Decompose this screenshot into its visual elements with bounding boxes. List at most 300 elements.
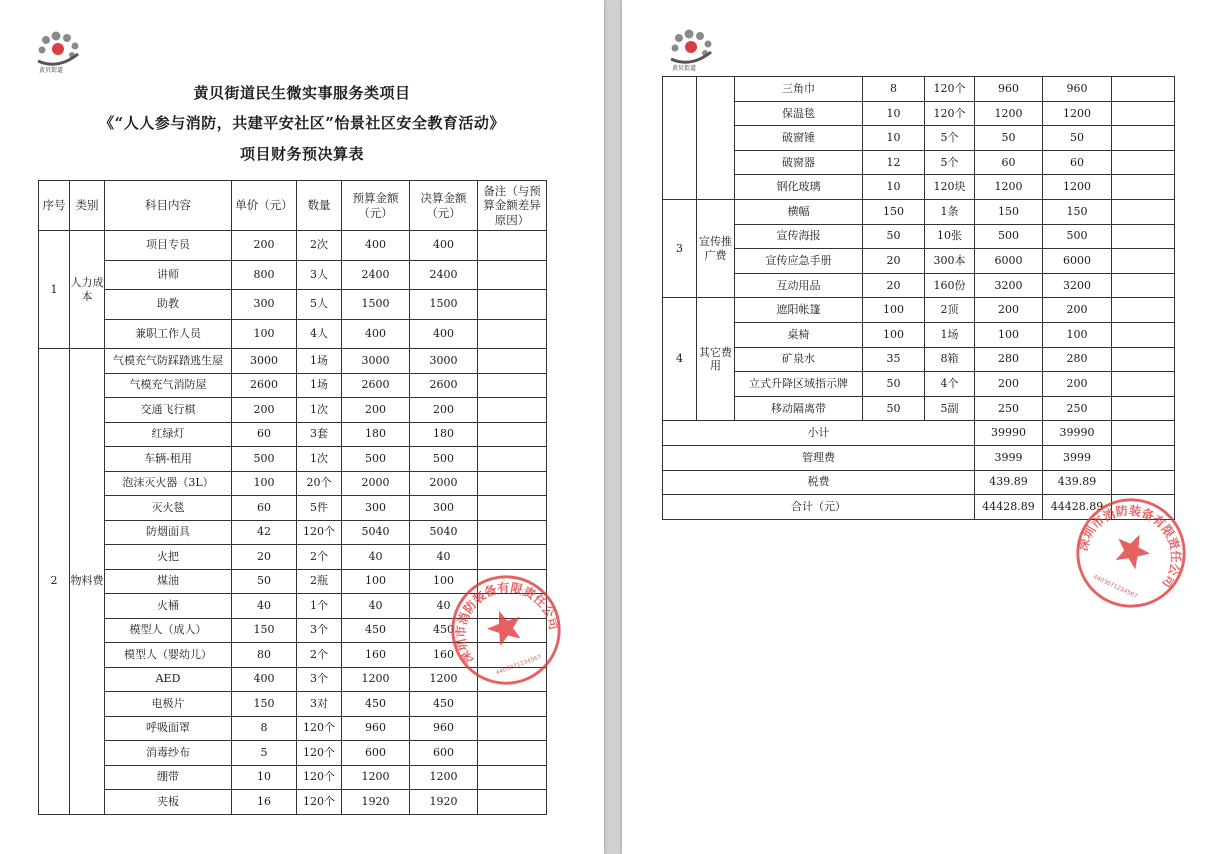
item-name-cell: 移动隔离带 — [735, 396, 863, 421]
logo-icon — [34, 30, 82, 74]
remark-cell — [478, 545, 547, 570]
unit-price-cell: 10 — [863, 175, 925, 200]
item-name-cell: 破窗器 — [735, 150, 863, 175]
quantity-cell: 120个 — [297, 765, 342, 790]
quantity-cell: 2个 — [297, 643, 342, 668]
final-amount-cell: 960 — [1043, 77, 1112, 102]
table-row — [663, 77, 1175, 102]
remark-cell — [478, 496, 547, 521]
budget-amount-cell: 280 — [975, 347, 1043, 372]
item-name-cell: 气模充气消防屋 — [105, 373, 232, 398]
final-amount-cell: 40 — [410, 545, 478, 570]
remark-cell — [1112, 347, 1175, 372]
budget-amount-cell: 2600 — [342, 373, 410, 398]
unit-price-cell: 50 — [863, 224, 925, 249]
item-name-cell: 保温毯 — [735, 101, 863, 126]
budget-amount-cell: 500 — [975, 224, 1043, 249]
remark-cell — [478, 692, 547, 717]
budget-amount-cell: 150 — [975, 199, 1043, 224]
section-category-cell: 宣传推广费 — [697, 199, 735, 297]
company-seal — [448, 572, 564, 688]
unit-price-cell: 20 — [232, 545, 297, 570]
final-amount-cell: 1200 — [1043, 101, 1112, 126]
remark-cell — [1112, 77, 1175, 102]
budget-table — [38, 180, 547, 815]
unit-price-cell: 10 — [863, 126, 925, 151]
budget-amount-cell: 50 — [975, 126, 1043, 151]
unit-price-cell: 12 — [863, 150, 925, 175]
item-name-cell: 项目专员 — [105, 231, 232, 261]
svg-text:4403071234567: 4403071234567 — [1092, 574, 1139, 600]
final-amount-cell: 300 — [410, 496, 478, 521]
unit-price-cell: 42 — [232, 520, 297, 545]
header-unit-price: 单价（元） — [232, 181, 297, 231]
item-name-cell: 钢化玻璃 — [735, 175, 863, 200]
quantity-cell: 3人 — [297, 260, 342, 290]
unit-price-cell: 150 — [232, 618, 297, 643]
quantity-cell: 5件 — [297, 496, 342, 521]
quantity-cell: 2个 — [297, 545, 342, 570]
quantity-cell: 5个 — [925, 150, 975, 175]
budget-amount-cell: 40 — [342, 545, 410, 570]
table-row — [663, 199, 1175, 224]
section-category-cell: 人力成本 — [70, 231, 105, 349]
unit-price-cell: 35 — [863, 347, 925, 372]
item-name-cell: 电极片 — [105, 692, 232, 717]
item-name-cell: 消毒纱布 — [105, 741, 232, 766]
table-row — [39, 231, 547, 261]
budget-amount-cell: 6000 — [975, 249, 1043, 274]
quantity-cell: 5人 — [297, 290, 342, 320]
remark-cell — [478, 471, 547, 496]
header-quantity: 数量 — [297, 181, 342, 231]
final-amount-cell: 2600 — [410, 373, 478, 398]
total-budget-cell: 3999 — [975, 445, 1043, 470]
quantity-cell: 20个 — [297, 471, 342, 496]
item-name-cell: 互动用品 — [735, 273, 863, 298]
budget-amount-cell: 100 — [342, 569, 410, 594]
remark-cell — [478, 319, 547, 349]
section-category-cell: 物料费 — [70, 349, 105, 815]
quantity-cell: 120个 — [297, 716, 342, 741]
final-amount-cell: 400 — [410, 231, 478, 261]
budget-amount-cell: 160 — [342, 643, 410, 668]
budget-amount-cell: 250 — [975, 396, 1043, 421]
item-name-cell: AED — [105, 667, 232, 692]
table-row — [39, 398, 547, 423]
remark-cell — [478, 520, 547, 545]
final-amount-cell: 200 — [1043, 372, 1112, 397]
table-row — [39, 373, 547, 398]
logo-text: 黄贝街道 — [672, 65, 697, 72]
table-row — [663, 150, 1175, 175]
header-final: 决算金额（元） — [410, 181, 478, 231]
quantity-cell: 1条 — [925, 199, 975, 224]
remark-cell — [478, 741, 547, 766]
logo-icon — [667, 28, 715, 72]
budget-amount-cell: 1200 — [342, 667, 410, 692]
item-name-cell: 泡沫灭火器（3L） — [105, 471, 232, 496]
company-seal — [1073, 495, 1189, 611]
item-name-cell: 灭火毯 — [105, 496, 232, 521]
final-amount-cell: 160 — [410, 643, 478, 668]
remark-cell — [1112, 421, 1175, 446]
final-amount-cell: 250 — [1043, 396, 1112, 421]
budget-amount-cell: 2400 — [342, 260, 410, 290]
final-amount-cell: 280 — [1043, 347, 1112, 372]
final-amount-cell: 100 — [1043, 322, 1112, 347]
header-category: 类别 — [70, 181, 105, 231]
final-amount-cell: 1200 — [410, 765, 478, 790]
quantity-cell: 120个 — [925, 77, 975, 102]
remark-cell — [1112, 224, 1175, 249]
total-row — [663, 470, 1175, 495]
remark-cell — [1112, 101, 1175, 126]
item-name-cell: 交通飞行棋 — [105, 398, 232, 423]
item-name-cell: 宣传海报 — [735, 224, 863, 249]
remark-cell — [1112, 470, 1175, 495]
svg-text:深圳市消防装备有限责任公司: 深圳市消防装备有限责任公司 — [1075, 503, 1183, 591]
table-row — [39, 260, 547, 290]
final-amount-cell: 200 — [410, 398, 478, 423]
remark-cell — [478, 765, 547, 790]
total-label-cell: 合计（元） — [663, 495, 975, 520]
budget-amount-cell: 1200 — [975, 101, 1043, 126]
quantity-cell: 5个 — [925, 126, 975, 151]
unit-price-cell: 2600 — [232, 373, 297, 398]
unit-price-cell: 5 — [232, 741, 297, 766]
unit-price-cell: 100 — [863, 298, 925, 323]
final-amount-cell: 1200 — [1043, 175, 1112, 200]
unit-price-cell: 40 — [232, 594, 297, 619]
remark-cell — [1112, 150, 1175, 175]
table-row — [39, 319, 547, 349]
budget-amount-cell: 200 — [975, 298, 1043, 323]
unit-price-cell: 200 — [232, 398, 297, 423]
final-amount-cell: 50 — [1043, 126, 1112, 151]
item-name-cell: 遮阳帐篷 — [735, 298, 863, 323]
quantity-cell: 120块 — [925, 175, 975, 200]
title-line-2: 《“人人参与消防，共建平安社区”怡景社区安全教育活动》 — [99, 114, 505, 132]
table-row — [663, 298, 1175, 323]
budget-amount-cell: 1200 — [975, 175, 1043, 200]
table-row — [39, 471, 547, 496]
quantity-cell: 160份 — [925, 273, 975, 298]
section-seq-cell — [663, 77, 697, 200]
quantity-cell: 3个 — [297, 667, 342, 692]
item-name-cell: 红绿灯 — [105, 422, 232, 447]
final-amount-cell: 6000 — [1043, 249, 1112, 274]
final-amount-cell: 1200 — [410, 667, 478, 692]
remark-cell — [1112, 175, 1175, 200]
table-row — [39, 545, 547, 570]
svg-text:4403071234567: 4403071234567 — [495, 654, 543, 677]
quantity-cell: 3对 — [297, 692, 342, 717]
unit-price-cell: 400 — [232, 667, 297, 692]
item-name-cell: 横幅 — [735, 199, 863, 224]
final-amount-cell: 40 — [410, 594, 478, 619]
budget-amount-cell: 960 — [975, 77, 1043, 102]
budget-amount-cell: 300 — [342, 496, 410, 521]
remark-cell — [478, 231, 547, 261]
unit-price-cell: 80 — [232, 643, 297, 668]
total-row — [663, 421, 1175, 446]
total-final-cell: 3999 — [1043, 445, 1112, 470]
item-name-cell: 破窗锤 — [735, 126, 863, 151]
table-row — [39, 765, 547, 790]
total-final-cell: 39990 — [1043, 421, 1112, 446]
unit-price-cell: 16 — [232, 790, 297, 815]
quantity-cell: 4个 — [925, 372, 975, 397]
item-name-cell: 车辆-租用 — [105, 447, 232, 472]
header-seq: 序号 — [39, 181, 70, 231]
unit-price-cell: 50 — [863, 396, 925, 421]
section-seq-cell: 3 — [663, 199, 697, 297]
budget-amount-cell: 1500 — [342, 290, 410, 320]
final-amount-cell: 1920 — [410, 790, 478, 815]
quantity-cell: 8箱 — [925, 347, 975, 372]
table-row — [39, 520, 547, 545]
quantity-cell: 2瓶 — [297, 569, 342, 594]
unit-price-cell: 8 — [863, 77, 925, 102]
budget-amount-cell: 40 — [342, 594, 410, 619]
final-amount-cell: 1500 — [410, 290, 478, 320]
budget-amount-cell: 200 — [975, 372, 1043, 397]
remark-cell — [478, 447, 547, 472]
budget-amount-cell: 200 — [342, 398, 410, 423]
final-amount-cell: 200 — [1043, 298, 1112, 323]
final-amount-cell: 100 — [410, 569, 478, 594]
table-row — [663, 249, 1175, 274]
budget-amount-cell: 3000 — [342, 349, 410, 374]
table-header-row — [39, 181, 547, 231]
quantity-cell: 5副 — [925, 396, 975, 421]
item-name-cell: 火桶 — [105, 594, 232, 619]
budget-amount-cell: 400 — [342, 231, 410, 261]
item-name-cell: 立式升降区域指示牌 — [735, 372, 863, 397]
unit-price-cell: 200 — [232, 231, 297, 261]
table-row — [663, 101, 1175, 126]
table-row — [663, 322, 1175, 347]
budget-amount-cell: 500 — [342, 447, 410, 472]
table-row — [39, 290, 547, 320]
section-seq-cell: 2 — [39, 349, 70, 815]
item-name-cell: 讲师 — [105, 260, 232, 290]
quantity-cell: 1次 — [297, 447, 342, 472]
quantity-cell: 1场 — [297, 349, 342, 374]
table-row — [39, 422, 547, 447]
quantity-cell: 120个 — [297, 790, 342, 815]
item-name-cell: 防烟面具 — [105, 520, 232, 545]
total-budget-cell: 439.89 — [975, 470, 1043, 495]
quantity-cell: 3个 — [297, 618, 342, 643]
section-seq-cell: 4 — [663, 298, 697, 421]
item-name-cell: 助教 — [105, 290, 232, 320]
quantity-cell: 10张 — [925, 224, 975, 249]
quantity-cell: 300本 — [925, 249, 975, 274]
unit-price-cell: 50 — [232, 569, 297, 594]
unit-price-cell: 10 — [232, 765, 297, 790]
item-name-cell: 桌椅 — [735, 322, 863, 347]
final-amount-cell: 150 — [1043, 199, 1112, 224]
quantity-cell: 1场 — [925, 322, 975, 347]
budget-amount-cell: 960 — [342, 716, 410, 741]
unit-price-cell: 150 — [863, 199, 925, 224]
item-name-cell: 煤油 — [105, 569, 232, 594]
total-label-cell: 税费 — [663, 470, 975, 495]
table-row — [39, 349, 547, 374]
unit-price-cell: 100 — [863, 322, 925, 347]
remark-cell — [478, 260, 547, 290]
unit-price-cell: 20 — [863, 273, 925, 298]
unit-price-cell: 100 — [232, 471, 297, 496]
budget-amount-cell: 5040 — [342, 520, 410, 545]
budget-amount-cell: 60 — [975, 150, 1043, 175]
header-item: 科目内容 — [105, 181, 232, 231]
budget-amount-cell: 180 — [342, 422, 410, 447]
unit-price-cell: 60 — [232, 422, 297, 447]
item-name-cell: 模型人（婴幼儿） — [105, 643, 232, 668]
table-row — [663, 396, 1175, 421]
final-amount-cell: 500 — [1043, 224, 1112, 249]
table-row — [39, 716, 547, 741]
quantity-cell: 120个 — [297, 741, 342, 766]
final-amount-cell: 5040 — [410, 520, 478, 545]
table-row — [39, 692, 547, 717]
remark-cell — [478, 373, 547, 398]
header-remark: 备注（与预算金额差异原因） — [478, 181, 547, 231]
quantity-cell: 120个 — [925, 101, 975, 126]
final-amount-cell: 3000 — [410, 349, 478, 374]
unit-price-cell: 20 — [863, 249, 925, 274]
svg-text:深圳市消防装备有限责任公司: 深圳市消防装备有限责任公司 — [453, 580, 562, 666]
total-final-cell: 439.89 — [1043, 470, 1112, 495]
unit-price-cell: 800 — [232, 260, 297, 290]
final-amount-cell: 180 — [410, 422, 478, 447]
item-name-cell: 气模充气防踩踏逃生屋 — [105, 349, 232, 374]
quantity-cell: 3套 — [297, 422, 342, 447]
unit-price-cell: 60 — [232, 496, 297, 521]
remark-cell — [1112, 322, 1175, 347]
unit-price-cell: 500 — [232, 447, 297, 472]
table-row — [663, 372, 1175, 397]
final-amount-cell: 2000 — [410, 471, 478, 496]
remark-cell — [478, 349, 547, 374]
final-amount-cell: 3200 — [1043, 273, 1112, 298]
budget-amount-cell: 450 — [342, 618, 410, 643]
remark-cell — [1112, 445, 1175, 470]
item-name-cell: 呼吸面罩 — [105, 716, 232, 741]
unit-price-cell: 50 — [863, 372, 925, 397]
table-row — [39, 496, 547, 521]
table-row — [39, 741, 547, 766]
final-amount-cell: 500 — [410, 447, 478, 472]
item-name-cell: 火把 — [105, 545, 232, 570]
remark-cell — [1112, 249, 1175, 274]
table-row — [39, 790, 547, 815]
budget-amount-cell: 400 — [342, 319, 410, 349]
quantity-cell: 1个 — [297, 594, 342, 619]
logo-text: 黄贝街道 — [39, 67, 64, 74]
budget-amount-cell: 600 — [342, 741, 410, 766]
budget-table-continued — [662, 76, 1175, 520]
item-name-cell: 矿泉水 — [735, 347, 863, 372]
remark-cell — [478, 290, 547, 320]
remark-cell — [478, 398, 547, 423]
table-row — [663, 126, 1175, 151]
remark-cell — [1112, 199, 1175, 224]
total-row — [663, 445, 1175, 470]
unit-price-cell: 8 — [232, 716, 297, 741]
quantity-cell: 1场 — [297, 373, 342, 398]
quantity-cell: 4人 — [297, 319, 342, 349]
remark-cell — [1112, 298, 1175, 323]
unit-price-cell: 100 — [232, 319, 297, 349]
remark-cell — [478, 790, 547, 815]
item-name-cell: 兼职工作人员 — [105, 319, 232, 349]
unit-price-cell: 300 — [232, 290, 297, 320]
total-budget-cell: 44428.89 — [975, 495, 1043, 520]
total-label-cell: 小计 — [663, 421, 975, 446]
table-row — [663, 347, 1175, 372]
final-amount-cell: 400 — [410, 319, 478, 349]
remark-cell — [1112, 372, 1175, 397]
final-amount-cell: 2400 — [410, 260, 478, 290]
section-seq-cell: 1 — [39, 231, 70, 349]
total-final-cell: 44428.89 — [1043, 495, 1112, 520]
unit-price-cell: 10 — [863, 101, 925, 126]
final-amount-cell: 600 — [410, 741, 478, 766]
total-budget-cell: 39990 — [975, 421, 1043, 446]
table-row — [39, 447, 547, 472]
final-amount-cell: 960 — [410, 716, 478, 741]
section-category-cell — [697, 77, 735, 200]
budget-amount-cell: 3200 — [975, 273, 1043, 298]
item-name-cell: 模型人（成人） — [105, 618, 232, 643]
budget-amount-cell: 450 — [342, 692, 410, 717]
remark-cell — [478, 716, 547, 741]
budget-amount-cell: 1200 — [342, 765, 410, 790]
remark-cell — [1112, 273, 1175, 298]
item-name-cell: 宣传应急手册 — [735, 249, 863, 274]
total-label-cell: 管理费 — [663, 445, 975, 470]
unit-price-cell: 150 — [232, 692, 297, 717]
table-row — [663, 224, 1175, 249]
unit-price-cell: 3000 — [232, 349, 297, 374]
table-row — [663, 175, 1175, 200]
final-amount-cell: 450 — [410, 618, 478, 643]
remark-cell — [1112, 396, 1175, 421]
header-budget: 预算金额（元） — [342, 181, 410, 231]
item-name-cell: 三角巾 — [735, 77, 863, 102]
budget-amount-cell: 100 — [975, 322, 1043, 347]
remark-cell — [1112, 126, 1175, 151]
budget-amount-cell: 1920 — [342, 790, 410, 815]
table-row — [663, 273, 1175, 298]
item-name-cell: 夹板 — [105, 790, 232, 815]
title-line-3: 项目财务预决算表 — [239, 145, 364, 163]
quantity-cell: 120个 — [297, 520, 342, 545]
quantity-cell: 2次 — [297, 231, 342, 261]
quantity-cell: 2顶 — [925, 298, 975, 323]
final-amount-cell: 450 — [410, 692, 478, 717]
section-category-cell: 其它费用 — [697, 298, 735, 421]
quantity-cell: 1次 — [297, 398, 342, 423]
item-name-cell: 绷带 — [105, 765, 232, 790]
final-amount-cell: 60 — [1043, 150, 1112, 175]
budget-amount-cell: 2000 — [342, 471, 410, 496]
remark-cell — [478, 422, 547, 447]
